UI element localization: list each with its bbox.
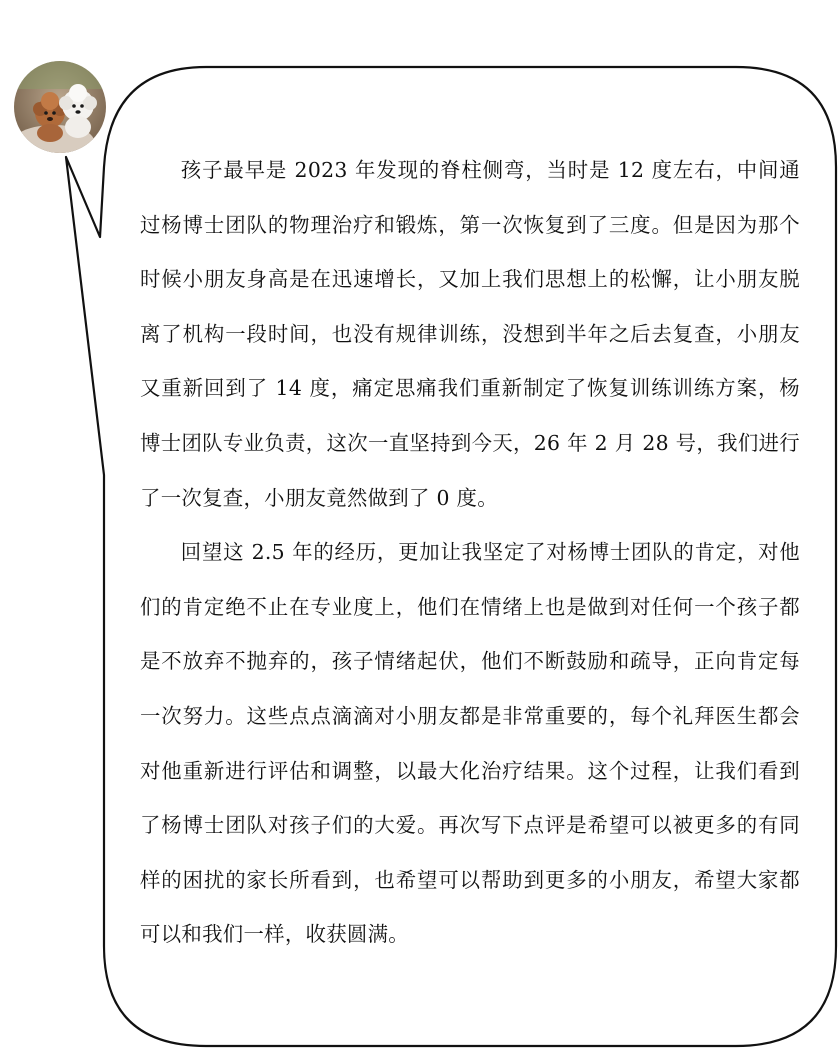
review-text (140, 143, 800, 962)
review-paragraph-1: 孩子最早是 2023 年发现的脊柱侧弯，当时是 12 度左右，中间通过杨博士团队的物理治疗和锻炼，第一次恢复到了三度。但是因为那个时候小朋友身高是在迅速增长，又加上我们思想上的松懈，让小朋友脱离了机构一段时间，也没有规律训练，没想到半年之后去复查，小朋友又重新回到了 14 度，痛定思痛我们重新制定了恢复训练训练方案，杨博士团队专业负责，这次一直坚持到今天，26 年 2 月 28 号，我们进行了一次复查，小朋友竟然做到了 0 度。 (140, 158, 800, 510)
two-poodles-photo-icon (14, 61, 106, 153)
review-paragraph-2: 回望这 2.5 年的经历，更加让我坚定了对杨博士团队的肯定，对他们的肯定绝不止在专业度上，他们在情绪上也是做到对任何一个孩子都是不放弃不抛弃的，孩子情绪起伏，他们不断鼓励和疏导，正向肯定每一次努力。这些点点滴滴对小朋友都是非常重要的，每个礼拜医生都会对他重新进行评估和调整，以最大化治疗结果。这个过程，让我们看到了杨博士团队对孩子们的大爱。再次写下点评是希望可以被更多的有同样的困扰的家长所看到，也希望可以帮助到更多的小朋友，希望大家都可以和我们一样，收获圆满。 (140, 540, 800, 947)
avatar (14, 61, 106, 153)
